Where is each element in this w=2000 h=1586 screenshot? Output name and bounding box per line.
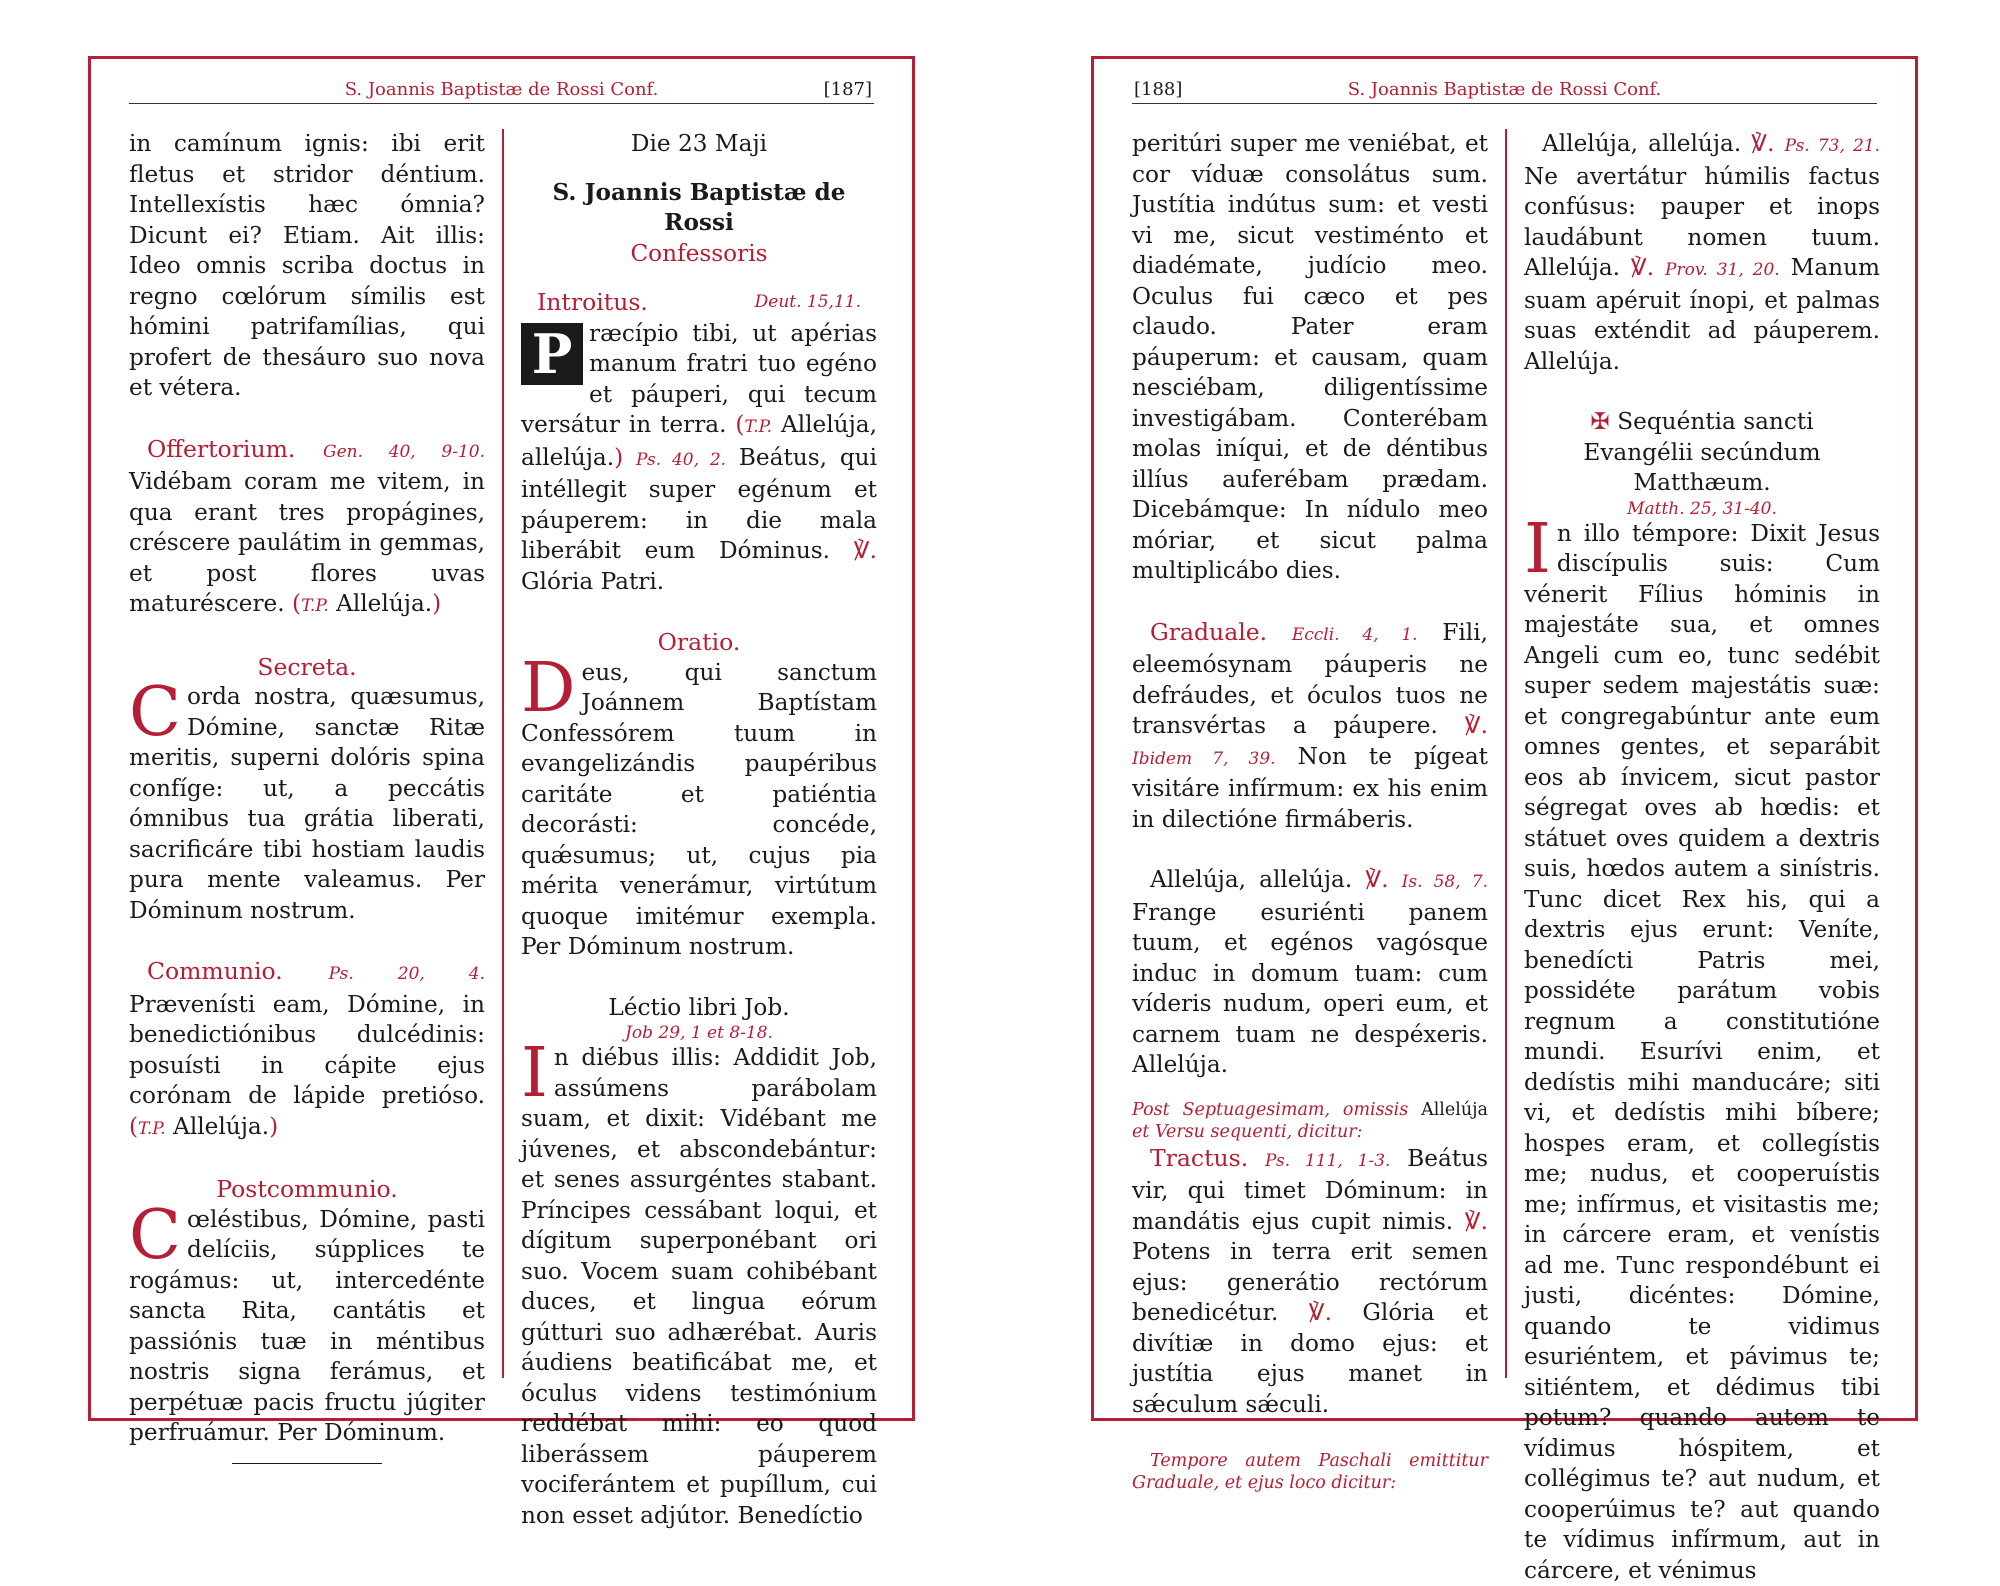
versicle-sign: ℣. (1365, 866, 1388, 893)
page-number: [188] (1134, 79, 1182, 100)
versicle-sign: ℣. (1751, 130, 1774, 157)
gospel-end: in camínum ignis: ibi erit fletus et stridor déntium. Intellexístis hæc ómnia? Dicunt ei? Etiam. Ait illis: Ideo omnis scriba doctus in regno cœlórum símilis est hómini patrifamílias, qui profert de thesáuro suo nova et vétera. (129, 129, 485, 404)
postcommunio-heading: Postcommunio. (129, 1174, 485, 1205)
drop-cap: D (521, 662, 576, 716)
drop-cap: C (129, 686, 181, 740)
graduale-ref: Eccli. 4, 1. (1292, 625, 1418, 645)
oratio-text: Deus, qui sanctum Joánnem Baptístam Confessórem tuum in evangelizándis paupéribus caritáte et patiéntia decorásti: concéde, quǽsumus; ut, cujus pia mérita venerámur, virtútum quoque imitémur exempla. Per Dóminum nostrum. (521, 658, 877, 963)
versicle-sign: ℣. (1309, 1299, 1332, 1326)
tractus-label: Tractus. (1150, 1144, 1248, 1172)
offertorium-text: Vidébam coram me vitem, in qua erant tres propágines, créscere paulátim in gemmas, et post flores uvas maturéscere. (129, 468, 485, 617)
left-column-1 (129, 129, 485, 1398)
page-header (129, 71, 874, 104)
lectio-continuation: peritúri super me veniébat, et cor víduæ consolátus sum. Justítia indútus sum: et vesti vi me, sicut vestiménto et diadémate, judício meo. Oculus fui cæco et pes claudo. Pater eram páuperum: et causam, quam nesciébam, diligentíssime investigábam. Conterébam molas iníqui, et de déntibus illíus auferébam prædam. Dicebámque: In nídulo meo móriar, et sicut palma multiplicábo dies. (1132, 129, 1488, 587)
lectio-ref: Job 29, 1 et 8-18. (521, 1023, 877, 1043)
postcommunio-text: Cœléstibus, Dómine, pasti delíciis, súpplices te rogámus: ut, intercedénte sancta Rita, cantátis et passiónis tuæ in méntibus nostris signa ferámus, et perpétuæ pacis fructu júgiter perfruámur. Per Dóminum. (129, 1205, 485, 1449)
page-header (1132, 71, 1877, 104)
running-title: S. Joannis Baptistæ de Rossi Conf. (1132, 79, 1877, 100)
tp-marker: T.P. (301, 596, 329, 616)
drop-cap: C (129, 1209, 181, 1263)
rubric-paschal: Tempore autem Paschali emittitur Graduale, et ejus loco dicitur: (1132, 1450, 1488, 1494)
page-number: [187] (824, 79, 872, 100)
versicle-sign: ℣. (854, 537, 877, 564)
tp-marker: T.P. (744, 417, 772, 437)
cross-icon: ✠ (1590, 408, 1609, 435)
psalm-ref: Ps. 40, 2. (636, 450, 726, 470)
versicle-sign: ℣. (1631, 254, 1654, 281)
column-divider (502, 129, 504, 1378)
communio-label: Communio. (147, 957, 283, 985)
gospel-text: In illo témpore: Dixit Jesus discípulis suis: Cum vénerit Fílius hóminis in majestáte sua, et omnes Angeli cum eo, tunc sedébit super sedem majestátis suæ: et congregabúntur ante eum omnes gentes, et separábit eos ab ínvicem, sicut pastor ségregat oves ab hœdis: et státuet oves quidem a dextris suis, hœdos autem a sinístris. Tunc dicet Rex his, qui a dextris ejus erunt: Veníte, benedícti Patris mei, possidéte parátum vobis regnum a constitutióne mundi. Esurívi enim, et dedístis mihi manducáre; siti vi, et dedístis mihi bíbere; hospes eram, et collegístis me; nudus, et cooperuístis me; infírmus, et visitastis me; in cárcere eram, et venístis ad me. Tunc respondébunt ei justi, dicéntes: Dómine, quando te vidimus esuriéntem, et pávimus te; sitiéntem, et dédimus tibi potum? quando autem te vídimus hóspitem, et collégimus te? aut nudum, et cooperúimus te? aut quando te vídimus infírmum, aut in cárcere, et vénimus (1524, 519, 1880, 1586)
end-rule (232, 1463, 382, 1464)
graduale-label: Graduale. (1150, 618, 1267, 646)
introitus-heading (521, 287, 877, 319)
column-divider (1505, 129, 1507, 1378)
communio-text: Prævenísti eam, Dómine, in benedictiónibus dulcédinis: posuísti in cápite ejus corónam de lápide pretióso. (129, 991, 485, 1110)
lectio-text: In diébus illis: Addidit Job, assúmens parábolam suam, et dixit: Vidébant me júvenes, et abscondebántur: et senes assurgéntes stabant. Príncipes cessábant loqui, et dígitum superponébant ori suo. Vocem suam cohibébant duces, et lingua eórum gútturi suo adhærébat. Auris áudiens beatificábat me, et óculus videns testimónium reddébat mihi: eo quod liberássem páuperem vociferántem et pupíllum, cui non esset adjútor. Benedíctio (521, 1043, 877, 1531)
right-page (1091, 56, 1918, 1421)
offertorium-label: Offertorium. (147, 435, 295, 463)
offertorium: Offertorium. Gen. 40, 9-10. Vidébam coram me vitem, in qua erant tres propágines, créscere paulátim in gemmas, et post flores uvas maturéscere. (T.P. Allelúja.) (129, 434, 485, 622)
lectio-title: Léctio libri Job. (521, 993, 877, 1024)
feast-date: Die 23 Maji (521, 129, 877, 160)
left-page (88, 56, 915, 1421)
oratio-heading: Oratio. (521, 627, 877, 658)
illuminated-initial: P (521, 323, 583, 385)
right-column-1 (1132, 129, 1488, 1398)
gospel-ref: Matth. 25, 31-40. (1524, 499, 1880, 519)
paschal-alleluia: Allelúja, allelúja. ℣. Ps. 73, 21. Ne avertátur húmilis factus confúsus: pauper et inops laudábunt nomen tuum. Allelúja. ℣. Prov. 31, 20. Manum suam apéruit ínopi, et palmas suas exténdit ad páuperem. Allelúja. (1524, 129, 1880, 377)
drop-cap: I (521, 1047, 548, 1101)
secreta-heading: Secreta. (129, 652, 485, 683)
drop-cap: I (1524, 523, 1551, 577)
graduale: Graduale. Eccli. 4, 1. Fili, eleemósynam páuperis ne defráudes, et óculos tuos ne transvértas a páupere. ℣. Ibidem 7, 39. Non te pígeat visitáre infírmum: ex his enim in dilectióne firmáberis. (1132, 617, 1488, 836)
alleluia: Allelúja, allelúja. ℣. Is. 58, 7. Frange esuriénti panem tuum, et egénos vagósque induc in domum tuam: cum víderis nudum, operi eum, et carnem tuam ne despéxeris. Allelúja. (1132, 865, 1488, 1081)
right-column-2 (1524, 129, 1880, 1398)
offertorium-ref: Gen. 40, 9-10. (323, 442, 485, 462)
tractus: Tractus. Ps. 111, 1-3. Beátus vir, qui timet Dóminum: in mandátis ejus cupit nimis. ℣. Potens in terra erit semen ejus: generátio rectórum benedicétur. ℣. Glória et divítiæ in domo ejus: et justítia ejus manet in sǽculum sǽculi. (1132, 1143, 1488, 1421)
versicle-sign: ℣. (1465, 712, 1488, 739)
introitus-label: Introitus. (537, 288, 648, 316)
communio: Communio. Ps. 20, 4. Prævenísti eam, Dómine, in benedictiónibus dulcédinis: posuísti in cápite ejus corónam de lápide pretióso. (T.P. Allelúja.) (129, 956, 485, 1144)
introitus-ref: Deut. 15,11. (755, 287, 861, 318)
saint-title: Confessoris (521, 239, 877, 270)
secreta-text: Corda nostra, quæsumus, Dómine, sanctæ Ritæ meritis, superni dolóris spina confíge: ut, a peccátis ómnibus tua grátia liberati, sacrificáre tibi hostiam laudis pura mente valeamus. Per Dóminum nostrum. (129, 682, 485, 926)
gospel-title: ✠ Sequéntia sancti Evangélii secúndum Matthæum. (1524, 407, 1880, 499)
introitus-text: P ræcípio tibi, ut apérias manum fratri tuo egéno et páuperi, qui tecum versátur in terra. (T.P. Allelúja, allelúja.) Ps. 40, 2. Beátus, qui intéllegit super egénum et páuperem: in die mala liberábit eum Dóminus. ℣. Glória Patri. (521, 319, 877, 598)
tp-marker: T.P. (138, 1119, 166, 1139)
rubric-septuagesima: Post Septuagesimam, omissis Allelúja et Versu sequenti, dicitur: (1132, 1099, 1488, 1143)
versicle-sign: ℣. (1465, 1208, 1488, 1235)
running-title: S. Joannis Baptistæ de Rossi Conf. (129, 79, 874, 100)
saint-name: S. Joannis Baptistæ de Rossi (521, 178, 877, 239)
left-column-2 (521, 129, 877, 1398)
communio-ref: Ps. 20, 4. (329, 964, 485, 984)
